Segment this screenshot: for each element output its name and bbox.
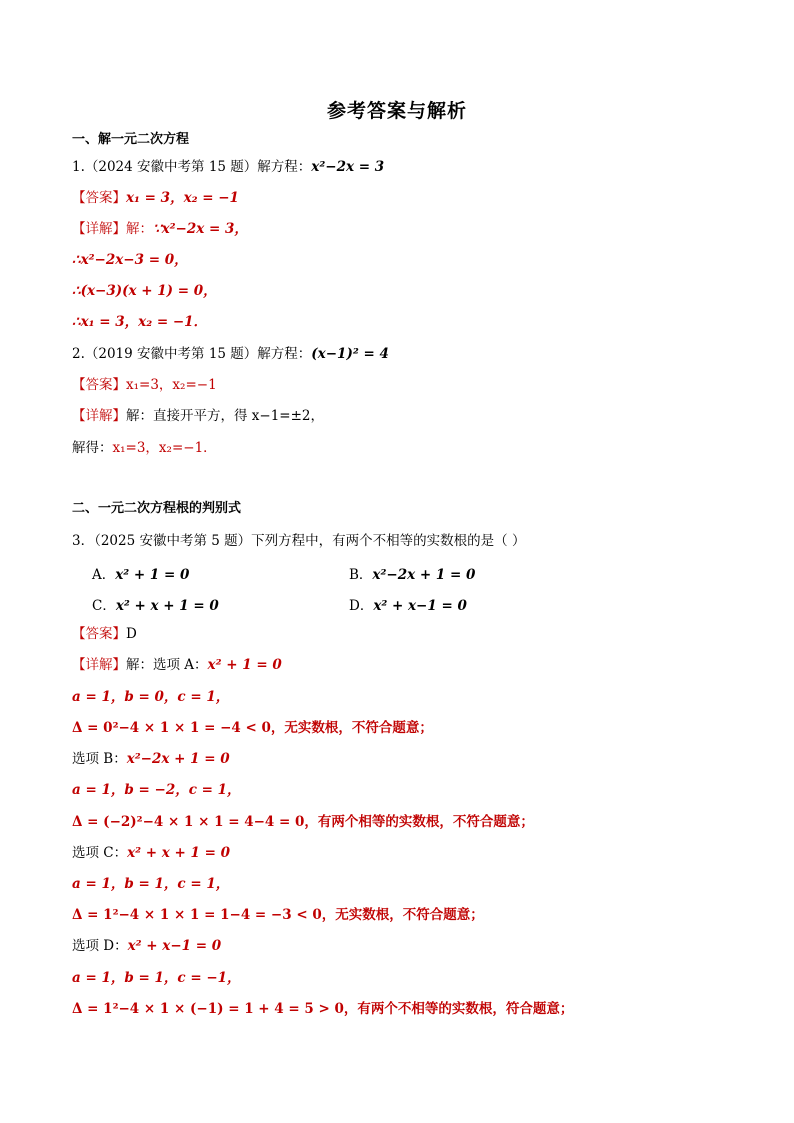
q3-b-coefficients: a = 1，b = −2，c = 1， bbox=[72, 782, 241, 798]
q1-answer-line bbox=[72, 189, 239, 207]
q3-option-b bbox=[349, 563, 475, 583]
q1-detail-step2: ∴x²−2x−3 = 0， bbox=[72, 252, 188, 268]
answer-tag: 【答案】 bbox=[72, 626, 126, 642]
q2-result-prefix: 解得： bbox=[72, 440, 113, 456]
q3-c-eq: x² + x + 1 = 0 bbox=[127, 845, 231, 861]
detail-tag: 【详解】 bbox=[72, 657, 126, 673]
option-d-label: D． bbox=[349, 598, 374, 614]
option-c-label: C． bbox=[92, 598, 116, 614]
q1-stem bbox=[72, 158, 384, 176]
option-b-equation: x²−2x + 1 = 0 bbox=[372, 567, 476, 583]
q3-b-eq: x²−2x + 1 = 0 bbox=[126, 751, 230, 767]
q3-detail-line bbox=[72, 656, 282, 674]
option-a-label: A． bbox=[92, 567, 116, 583]
q1-detail-prefix: 解： bbox=[126, 221, 153, 237]
q3-c-coefficients: a = 1，b = 1，c = 1， bbox=[72, 876, 230, 892]
q2-detail-text: 解：直接开平方，得 x−1=±2， bbox=[126, 408, 325, 424]
q3-d-eq: x² + x−1 = 0 bbox=[127, 938, 222, 954]
q2-stem-text: 2.（2019 安徽中考第 15 题）解方程： bbox=[72, 346, 312, 362]
q3-d-label: 选项 D： bbox=[72, 938, 128, 954]
q3-c-line bbox=[72, 844, 230, 862]
q3-b-label: 选项 B： bbox=[72, 751, 127, 767]
q3-d-discriminant: Δ = 1²−4 × 1 × (−1) = 1 + 4 = 5 > 0，有两个不相等的实数根，符合题意； bbox=[72, 1001, 574, 1017]
option-d-equation: x² + x−1 = 0 bbox=[373, 598, 467, 614]
detail-tag: 【详解】 bbox=[72, 221, 126, 237]
q1-answer: x₁ = 3，x₂ = −1 bbox=[126, 190, 239, 206]
q3-b-line bbox=[72, 750, 230, 768]
q3-option-c bbox=[92, 594, 219, 614]
answer-tag: 【答案】 bbox=[72, 377, 126, 393]
q1-equation: x²−2x = 3 bbox=[311, 159, 385, 175]
q3-a-coefficients: a = 1，b = 0，c = 1， bbox=[72, 689, 230, 705]
q1-detail-line bbox=[72, 220, 248, 238]
q3-answer: D bbox=[126, 626, 137, 642]
q3-answer-line bbox=[72, 625, 137, 643]
option-a-equation: x² + 1 = 0 bbox=[115, 567, 190, 583]
section-heading-1: 一、解一元二次方程 bbox=[72, 132, 190, 147]
q3-stem: 3．（2025 安徽中考第 5 题）下列方程中，有两个不相等的实数根的是（ ） bbox=[72, 533, 526, 549]
q2-equation: (x−1)² = 4 bbox=[311, 346, 389, 362]
q3-c-discriminant: Δ = 1²−4 × 1 × 1 = 1−4 = −3 < 0，无实数根，不符合题意； bbox=[72, 907, 484, 923]
detail-tag: 【详解】 bbox=[72, 408, 126, 424]
q3-option-d bbox=[349, 594, 467, 614]
q3-d-line bbox=[72, 937, 221, 955]
q3-b-discriminant: Δ = (−2)²−4 × 1 × 1 = 4−4 = 0，有两个相等的实数根，不符合题意； bbox=[72, 814, 534, 830]
q2-result-line bbox=[72, 439, 217, 457]
q2-detail-line bbox=[72, 407, 324, 425]
answer-tag: 【答案】 bbox=[72, 190, 126, 206]
q1-detail-step1: ∵x²−2x = 3， bbox=[153, 221, 248, 237]
q3-c-label: 选项 C： bbox=[72, 845, 128, 861]
q1-detail-step4: ∴x₁ = 3，x₂ = −1． bbox=[72, 314, 208, 330]
q2-answer-line bbox=[72, 376, 217, 394]
option-b-label: B． bbox=[349, 567, 373, 583]
q3-a-discriminant: Δ = 0²−4 × 1 × 1 = −4 < 0，无实数根，不符合题意； bbox=[72, 720, 433, 736]
section-heading-2: 二、一元二次方程根的判别式 bbox=[72, 501, 242, 516]
q1-detail-step3: ∴(x−3)(x + 1) = 0， bbox=[72, 283, 217, 299]
option-c-equation: x² + x + 1 = 0 bbox=[115, 598, 219, 614]
q2-stem bbox=[72, 345, 389, 363]
q1-stem-text: 1.（2024 安徽中考第 15 题）解方程： bbox=[72, 159, 312, 175]
q3-option-a bbox=[92, 563, 189, 583]
q3-d-coefficients: a = 1，b = 1，c = −1， bbox=[72, 970, 241, 986]
q2-result: x₁=3，x₂=−1． bbox=[112, 440, 217, 456]
q3-option-a-eq: x² + 1 = 0 bbox=[207, 657, 282, 673]
q3-detail-prefix: 解：选项 A： bbox=[126, 657, 208, 673]
q2-answer: x₁=3，x₂=−1 bbox=[126, 377, 217, 393]
page-title: 参考答案与解析 bbox=[326, 100, 467, 122]
